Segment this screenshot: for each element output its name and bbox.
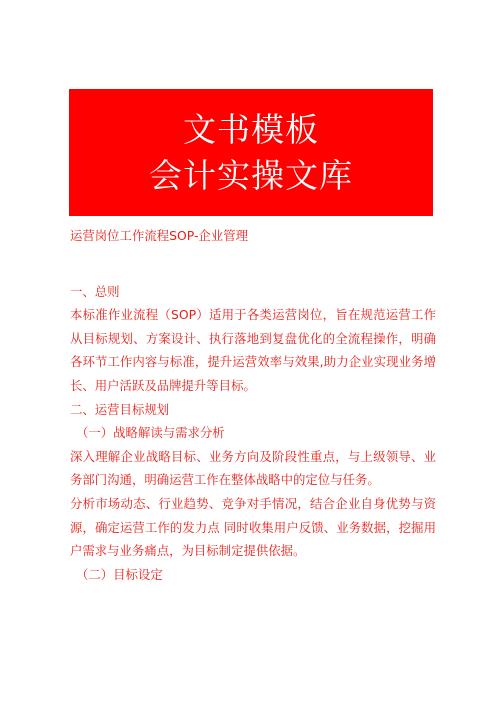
paragraph-strategy-2: 分析市场动态、行业趋势、竞争对手情况，结合企业自身优势与资源，确定运营工作的发力点 同时收集用户反馈、业务数据，挖掘用户需求与业务痛点，为目标制定提供依据。 xyxy=(70,495,436,559)
banner-title-line-2: 会计实操文库 xyxy=(149,155,353,195)
subsection-heading-strategy: （一）战略解读与需求分析 xyxy=(76,425,225,441)
paragraph-strategy-1: 深入理解企业战略目标、业务方向及阶段性重点，与上级领导、业务部门沟通，明确运营工作在整体战略中的定位与任务。 xyxy=(70,448,436,488)
document-title: 运营岗位工作流程SOP-企业管理 xyxy=(70,228,248,243)
section-paragraph-general: 本标准作业流程（SOP）适用于各类运营岗位，旨在规范运营工作从目标规划、方案设计、执行落地到复盘优化的全流程操作，明确各环节工作内容与标准，提升运营效率与效果,助力企业实现业务增长、用户活跃及品牌提升等目标。 xyxy=(70,307,436,393)
subsection-heading-goal-setting: （二）目标设定 xyxy=(76,566,163,582)
section-heading-general: 一、总则 xyxy=(70,283,120,299)
document-body xyxy=(70,224,436,586)
header-banner xyxy=(69,89,433,216)
section-heading-planning: 二、运营目标规划 xyxy=(70,401,170,417)
banner-title-line-1: 文书模板 xyxy=(183,109,319,149)
